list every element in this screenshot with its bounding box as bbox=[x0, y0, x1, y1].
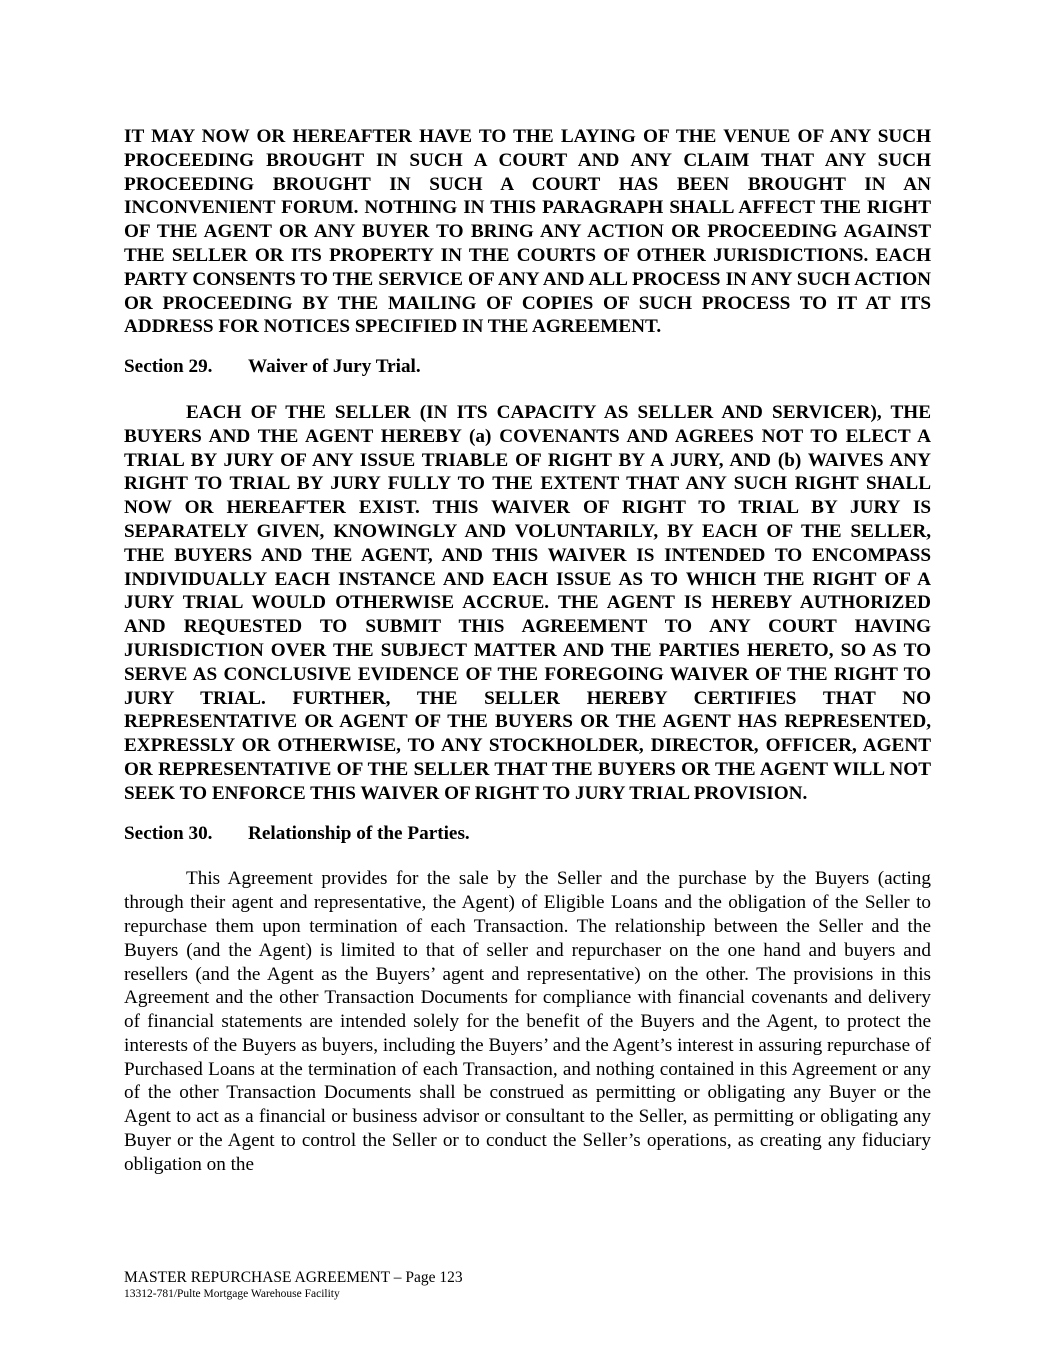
section-30-heading bbox=[124, 822, 931, 846]
section-29-heading bbox=[124, 355, 931, 379]
section-30-body: This Agreement provides for the sale by the Seller and the purchase by the Buyers (acting through their agent and representative, the Agent) of Eligible Loans and the obligation of the Seller to repurchase them upon termination of each Transaction. The relationship between the Seller and the Buyers (and the Agent) is limited to that of seller and repurchaser on the one hand and buyers and resellers (and the Agent as the Buyers’ agent and representative) on the other. The provisions in this Agreement and the other Transaction Documents for compliance with financial covenants and delivery of financial statements are intended solely for the benefit of the Buyers and the Agent, to protect the interests of the Buyers as buyers, including the Buyers’ and the Agent’s interest in assuring repurchase of Purchased Loans at the termination of each Transaction, and nothing contained in this Agreement or any of the other Transaction Documents shall be construed as permitting or obligating any Buyer or the Agent to act as a financial or business advisor or consultant to the Seller, as permitting or obligating any Buyer or the Agent to control the Seller or to conduct the Seller’s operations, as creating any fiduciary obligation on the bbox=[124, 868, 931, 1175]
page-footer bbox=[124, 1269, 724, 1301]
section-30-number: Section 30. bbox=[124, 822, 213, 844]
continuation-paragraph: IT MAY NOW OR HEREAFTER HAVE TO THE LAYING OF THE VENUE OF ANY SUCH PROCEEDING BROUGHT IN SUCH A COURT AND ANY CLAIM THAT ANY SUCH PROCEEDING BROUGHT IN SUCH A COURT HAS BEEN BROUGHT IN AN INCONVENIENT FORUM. NOTHING IN THIS PARAGRAPH SHALL AFFECT THE RIGHT OF THE AGENT OR ANY BUYER TO BRING ANY ACTION OR PROCEEDING AGAINST THE SELLER OR ITS PROPERTY IN THE COURTS OF OTHER JURISDICTIONS. EACH PARTY CONSENTS TO THE SERVICE OF ANY AND ALL PROCESS IN ANY SUCH ACTION OR PROCEEDING BY THE MAILING OF COPIES OF SUCH PROCESS TO IT AT ITS ADDRESS FOR NOTICES SPECIFIED IN THE AGREEMENT. bbox=[124, 126, 931, 338]
footer-reference: 13312-781/Pulte Mortgage Warehouse Facility bbox=[124, 1288, 340, 1300]
section-29-body: EACH OF THE SELLER (IN ITS CAPACITY AS SELLER AND SERVICER), THE BUYERS AND THE AGENT HEREBY (a) COVENANTS AND AGREES NOT TO ELECT A TRIAL BY JURY OF ANY ISSUE TRIABLE OF RIGHT BY A JURY, AND (b) WAIVES ANY RIGHT TO TRIAL BY JURY FULLY TO THE EXTENT THAT ANY SUCH RIGHT SHALL NOW OR HEREAFTER EXIST. THIS WAIVER OF RIGHT TO TRIAL BY JURY IS SEPARATELY GIVEN, KNOWINGLY AND VOLUNTARILY, BY EACH OF THE SELLER, THE BUYERS AND THE AGENT, AND THIS WAIVER IS INTENDED TO ENCOMPASS INDIVIDUALLY EACH INSTANCE AND EACH ISSUE AS TO WHICH THE RIGHT OF A JURY TRIAL WOULD OTHERWISE ACCRUE. THE AGENT IS HEREBY AUTHORIZED AND REQUESTED TO SUBMIT THIS AGREEMENT TO ANY COURT HAVING JURISDICTION OVER THE SUBJECT MATTER AND THE PARTIES HERETO, SO AS TO SERVE AS CONCLUSIVE EVIDENCE OF THE FOREGOING WAIVER OF THE RIGHT TO JURY TRIAL. FURTHER, THE SELLER HEREBY CERTIFIES THAT NO REPRESENTATIVE OR AGENT OF THE BUYERS OR THE AGENT HAS REPRESENTED, EXPRESSLY OR OTHERWISE, TO ANY STOCKHOLDER, DIRECTOR, OFFICER, AGENT OR REPRESENTATIVE OF THE SELLER THAT THE BUYERS OR THE AGENT WILL NOT SEEK TO ENFORCE THIS WAIVER OF RIGHT TO JURY TRIAL PROVISION. bbox=[124, 401, 931, 804]
section-29-title: Waiver of Jury Trial. bbox=[248, 356, 421, 378]
document-page bbox=[124, 125, 931, 1177]
section-30-title: Relationship of the Parties. bbox=[248, 822, 470, 844]
footer-title: MASTER REPURCHASE AGREEMENT – Page 123 bbox=[124, 1269, 463, 1286]
section-29-number: Section 29. bbox=[124, 356, 213, 378]
